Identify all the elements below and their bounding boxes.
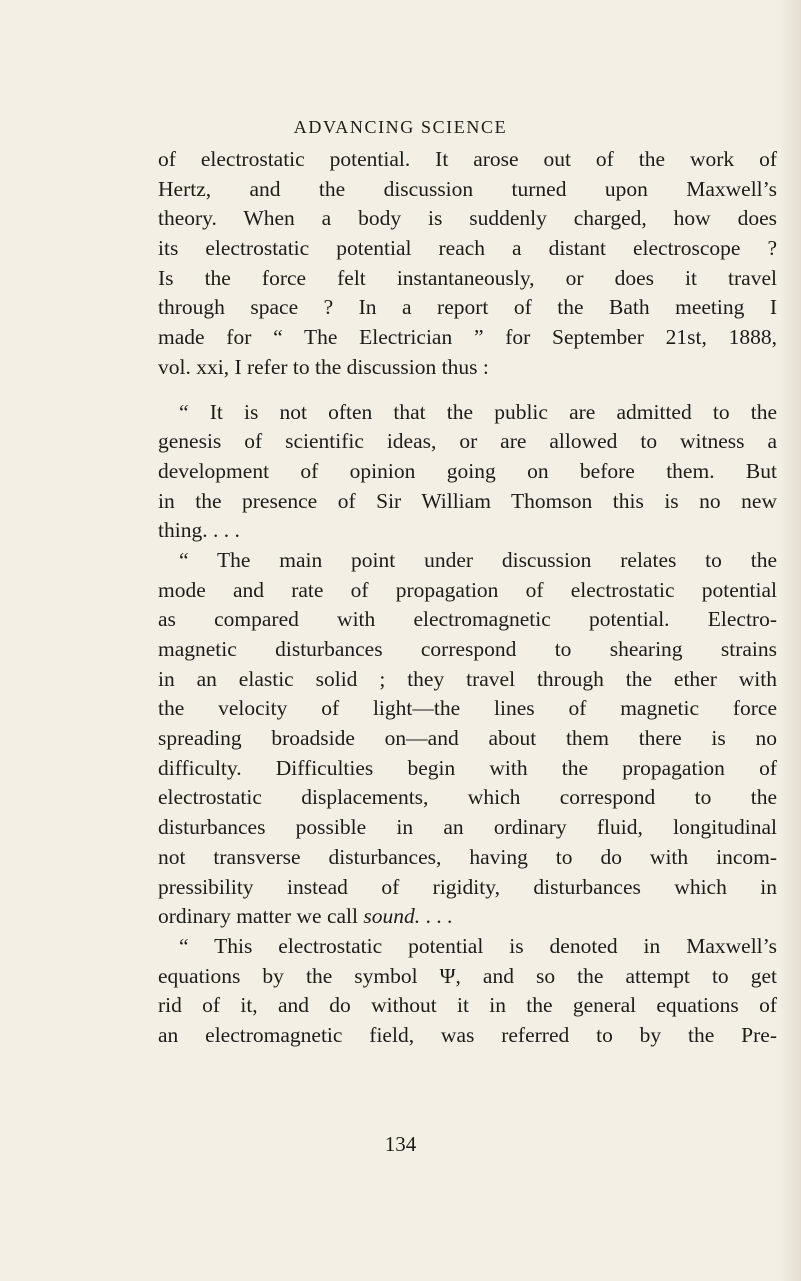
quote-line: in an elastic solid ; they travel through the ether with <box>158 666 777 691</box>
text-line: through space ? In a report of the Bath meeting I <box>158 295 777 320</box>
quote-line: genesis of scientific ideas, or are allowed to witness a <box>158 429 777 454</box>
text-line: Is the force felt instantaneously, or does it travel <box>158 265 777 290</box>
text-line: of electrostatic potential. It arose out of the work of <box>158 147 777 171</box>
text-line: Hertz, and the discussion turned upon Maxwell’s <box>158 176 777 201</box>
quote-line: the velocity of light—the lines of magnetic force <box>158 696 777 721</box>
paragraph-gap <box>158 383 777 398</box>
text-line: vol. xxi, I refer to the discussion thus : <box>158 354 489 379</box>
quote-line: magnetic disturbances correspond to shearing strains <box>158 637 777 661</box>
quote-line: electrostatic displacements, which correspond to the <box>158 785 777 810</box>
quote-line: not transverse disturbances, having to do with incom- <box>158 844 777 869</box>
quote-line: spreading broadside on—and about them there is no <box>158 726 777 751</box>
quote-line: “ This electrostatic potential is denoted in Maxwell’s <box>179 933 777 958</box>
body-text <box>158 145 777 1051</box>
running-head: ADVANCING SCIENCE <box>293 117 508 137</box>
page-edge-shadow <box>779 0 801 1281</box>
quote-line: as compared with electromagnetic potential. Electro- <box>158 607 777 632</box>
quote-line: development of opinion going on before them. But <box>158 458 777 483</box>
text-segment: ordinary matter we call <box>158 904 364 929</box>
quote-line: thing. . . . <box>158 518 240 543</box>
italic-word: sound. <box>363 904 421 929</box>
quote-line: pressibility instead of rigidity, disturbances which in <box>158 874 777 899</box>
text-segment: . . . <box>420 904 453 929</box>
quote-line: “ It is not often that the public are admitted to the <box>179 399 777 424</box>
quote-line: an electromagnetic field, was referred to by the Pre- <box>158 1022 777 1047</box>
text-line: theory. When a body is suddenly charged, how does <box>158 206 777 231</box>
text-line: its electrostatic potential reach a distant electroscope ? <box>158 236 777 261</box>
quote-line: difficulty. Difficulties begin with the propagation of <box>158 755 777 780</box>
quote-line: “ The main point under discussion relates to the <box>179 547 777 572</box>
quote-line: in the presence of Sir William Thomson this is no new <box>158 488 777 513</box>
quote-line: disturbances possible in an ordinary fluid, longitudinal <box>158 815 777 840</box>
quote-line: equations by the symbol Ψ, and so the attempt to get <box>158 963 777 988</box>
quote-line <box>158 902 777 932</box>
quote-line: rid of it, and do without it in the general equations of <box>158 993 777 1018</box>
text-line: made for “ The Electrician ” for September 21st, 1888, <box>158 325 777 350</box>
quote-line: mode and rate of propagation of electrostatic potential <box>158 577 777 602</box>
page-number: 134 <box>384 1132 417 1156</box>
